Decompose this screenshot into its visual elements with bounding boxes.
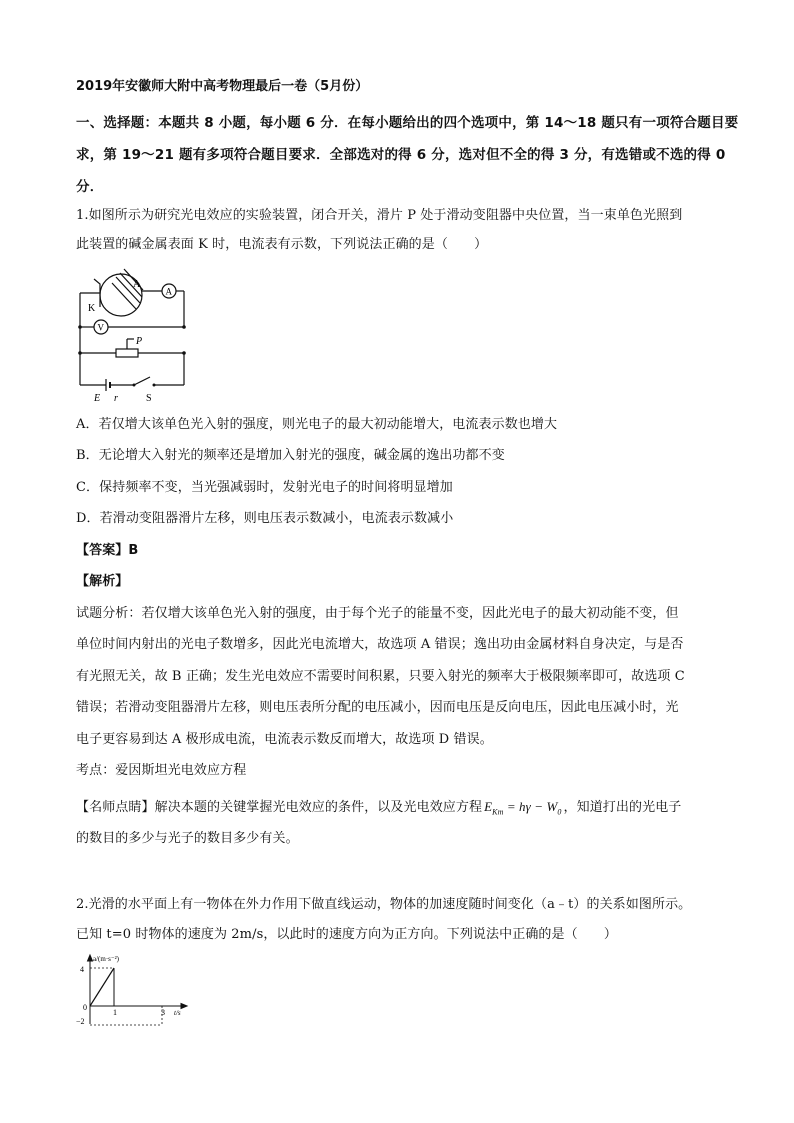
acceleration-time-graph (76, 952, 196, 1030)
label-a: A (133, 279, 141, 290)
q1-answer: 【答案】B (76, 543, 139, 558)
q1-tip-suffix: ，知道打出的光电子 (563, 800, 682, 815)
q1-tip-prefix: 【名师点睛】解决本题的关键掌握光电效应的条件，以及光电效应方程 (76, 800, 483, 815)
y-axis-arrow (88, 955, 93, 961)
ammeter-symbol: A (165, 286, 172, 297)
y-tick-neg2: −2 (76, 1017, 85, 1026)
q2-stem-line-1: 2.光滑的水平面上有一物体在外力作用下做直线运动，物体的加速度随时间变化（a﹣t）的关系如图所示。 (76, 897, 692, 912)
q1-option-d: D．若滑动变阻器滑片左移，则电压表示数减小，电流表示数减小 (76, 511, 454, 526)
q1-analysis-line-1: 试题分析：若仅增大该单色光入射的强度，由于每个光子的能量不变，因此光电子的最大初动能不变，但 (76, 606, 679, 621)
label-p: P (136, 336, 143, 347)
q1-stem-line-2: 此装置的碱金属表面 K 时，电流表有示数，下列说法正确的是（ ） (76, 237, 488, 252)
q1-analysis-line-5: 电子更容易到达 A 极形成电流，电流表示数反而增大，故选项 D 错误。 (76, 732, 493, 747)
q1-kaodian: 考点：爱因斯坦光电效应方程 (76, 763, 247, 778)
label-s: S (146, 393, 152, 404)
x-tick-1: 1 (113, 1008, 117, 1017)
label-r: r (114, 393, 118, 404)
voltmeter-symbol: V (97, 322, 104, 333)
q1-analysis-line-2: 单位时间内射出的光电子数增多，因此光电流增大，故选项 A 错误；逸出功由金属材料自身决定，与是否 (76, 637, 684, 652)
x-axis-arrow (181, 1004, 187, 1009)
y-axis-label: a/(m·s⁻²) (93, 955, 120, 963)
data-segment-rising (90, 968, 114, 1006)
q1-tip-line-2: 的数目的多少与光子的数目多少有关。 (76, 831, 299, 846)
section-instructions-line-1: 一、选择题：本题共 8 小题，每小题 6 分．在每小题给出的四个选项中，第 14～18 题只有一项符合题目要 (76, 115, 739, 131)
y-tick-0: 0 (83, 1003, 87, 1012)
photoelectric-equation: $E_{Km} = h\gamma - W_0$ (484, 799, 562, 817)
q1-option-a: A．若仅增大该单色光入射的强度，则光电子的最大初动能增大，电流表示数也增大 (76, 417, 558, 432)
section-instructions-line-2: 求，第 19～21 题有多项符合题目要求．全部选对的得 6 分，选对但不全的得 3 分，有选错或不选的得 0 (76, 147, 726, 163)
q2-stem-line-2: 已知 t=0 时物体的速度为 2m/s，以此时的速度方向为正方向。下列说法中正确的是（ ） (76, 927, 618, 942)
section-instructions-line-3: 分． (76, 179, 104, 195)
y-tick-4: 4 (80, 965, 84, 974)
label-k: K (88, 303, 96, 314)
x-tick-3: 3 (161, 1008, 165, 1017)
q1-stem-line-1: 1.如图所示为研究光电效应的实验装置，闭合开关，滑片 P 处于滑动变阻器中央位置，当一束单色光照到 (76, 208, 683, 223)
q1-analysis-title: 【解析】 (76, 574, 129, 589)
x-axis-label: t/s (174, 1009, 181, 1017)
q1-option-c: C．保持频率不变，当光强减弱时，发射光电子的时间将明显增加 (76, 480, 453, 495)
exam-title: 2019年安徽师大附中高考物理最后一卷（5月份） (76, 79, 369, 94)
q1-analysis-line-4: 错误；若滑动变阻器滑片左移，则电压表所分配的电压减小，因而电压是反向电压，因此电压减小时，光 (76, 700, 679, 715)
q1-tip-line-1 (76, 799, 726, 821)
q1-analysis-line-3: 有光照无关，故 B 正确；发生光电效应不需要时间积累，只要入射光的频率大于极限频率即可，故选项 C (76, 669, 685, 684)
q1-option-b: B．无论增大入射光的频率还是增加入射光的强度，碱金属的逸出功都不变 (76, 448, 505, 463)
label-e: E (94, 393, 101, 404)
photoelectric-circuit-diagram (76, 265, 191, 405)
